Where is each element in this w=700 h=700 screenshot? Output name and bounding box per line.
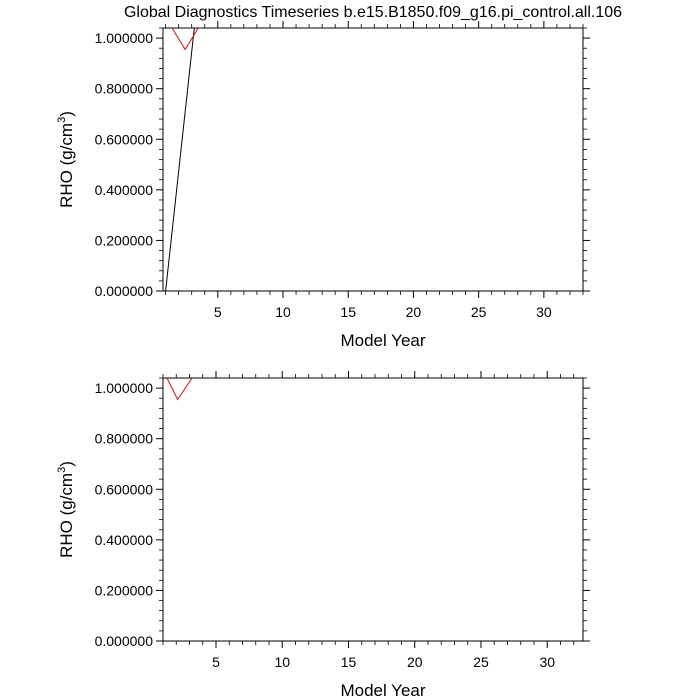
series-line-1 bbox=[166, 28, 195, 291]
y-tick-label: 0.200000 bbox=[94, 232, 153, 249]
y-axis-label: RHO $(g/cm^3)$ bbox=[56, 111, 76, 208]
plot-frame bbox=[163, 378, 583, 641]
x-tick-label: 10 bbox=[275, 304, 291, 320]
x-tick-label: 25 bbox=[470, 304, 487, 320]
y-tick-label: 0.400000 bbox=[94, 181, 153, 198]
series-line-1 bbox=[167, 378, 192, 400]
x-axis-label: Model Year bbox=[340, 331, 426, 350]
y-tick-label: 0.200000 bbox=[94, 582, 153, 599]
x-tick-label: 15 bbox=[340, 654, 357, 670]
x-tick-label: 20 bbox=[405, 304, 422, 320]
x-tick-label: 5 bbox=[213, 304, 222, 320]
y-tick-label: 0.000000 bbox=[94, 633, 153, 649]
x-tick-label: 30 bbox=[536, 304, 552, 320]
y-axis-label: RHO $(g/cm^3)$ bbox=[56, 461, 76, 558]
x-tick-label: 20 bbox=[406, 654, 423, 670]
y-tick-label: 0.800000 bbox=[94, 430, 153, 447]
x-tick-label: 30 bbox=[539, 654, 556, 670]
y-tick-label: 0.600000 bbox=[94, 131, 153, 148]
chart-panel-bottom bbox=[56, 371, 590, 700]
chart-panel-top bbox=[56, 21, 590, 350]
x-tick-label: 5 bbox=[212, 654, 220, 670]
y-tick-label: 1.000000 bbox=[94, 380, 153, 397]
chart-title: Global Diagnostics Timeseries b.e15.B1850.f09_g16.pi_control.all.106 bbox=[123, 4, 623, 21]
y-tick-label: 0.600000 bbox=[94, 481, 153, 498]
plot-frame bbox=[163, 28, 583, 291]
y-tick-label: 0.000000 bbox=[94, 283, 153, 299]
x-axis-label: Model Year bbox=[340, 681, 426, 700]
x-tick-label: 10 bbox=[274, 654, 291, 670]
x-tick-label: 15 bbox=[340, 304, 357, 320]
x-tick-label: 25 bbox=[473, 654, 489, 670]
y-tick-label: 1.000000 bbox=[94, 30, 153, 47]
y-tick-label: 0.800000 bbox=[94, 80, 153, 97]
y-tick-label: 0.400000 bbox=[94, 531, 153, 548]
